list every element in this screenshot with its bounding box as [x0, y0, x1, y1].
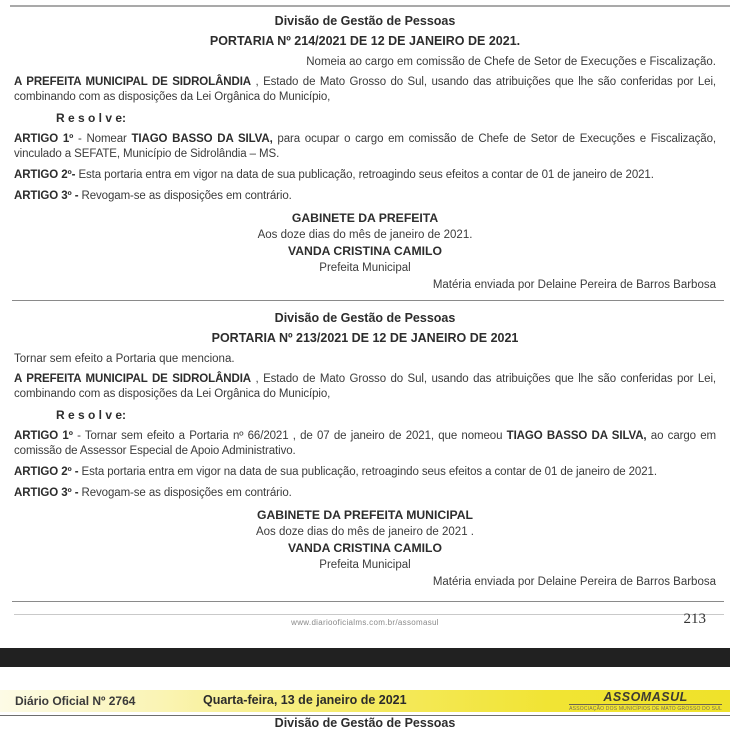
masthead-date: Quarta-feira, 13 de janeiro de 2021 [203, 693, 407, 707]
preamble-rest: , Estado de Mato Grosso do Sul, usando das atribuições que lhe são conferidas por Lei, combinando com as disposições da Lei Orgânica do Município, [14, 373, 716, 400]
preamble-bold: A PREFEITA MUNICIPAL DE SIDROLÂNDIA [14, 373, 251, 385]
article-3-text: Revogam-se as disposições em contrário. [78, 190, 292, 202]
signer-name: VANDA CRISTINA CAMILO [288, 244, 442, 258]
edition-number: Diário Oficial Nº 2764 [15, 694, 136, 708]
article-3-label: ARTIGO 3º - [14, 190, 79, 202]
article-1-name: TIAGO BASSO DA SILVA, [131, 133, 273, 145]
preamble-paragraph [14, 372, 716, 402]
portaria-summary: Nomeia ao cargo em comissão de Chefe de Setor de Execuções e Fiscalização. [306, 56, 716, 68]
article-1-rest: para ocupar o cargo em comissão de Chefe de Setor de Execuções e Fiscalização, vinculado a SEFATE, Município de Sidrolândia – MS. [14, 133, 716, 160]
org-name: ASSOMASUL [569, 691, 722, 705]
gabinete-line: GABINETE DA PREFEITA [291, 211, 439, 225]
article-1-label: ARTIGO 1º [14, 133, 74, 145]
next-page-text-fragment: Divisão de Gestão de Pessoas [274, 716, 456, 730]
article-2-text: Esta portaria entra em vigor na data de sua publicação, retroagindo seus efeitos a contar de 01 de janeiro de 2021. [75, 169, 654, 181]
footer-divider [14, 614, 724, 615]
article-1-mid: - Tornar sem efeito a Portaria nº 66/2021 , de 07 de janeiro de 2021, que nomeou [72, 430, 507, 442]
preamble-rest: , Estado de Mato Grosso do Sul, usando das atribuições que lhe são conferidas por Lei, combinando com as disposições da Lei Orgânica do Município, [14, 76, 716, 103]
article-2-text: Esta portaria entra em vigor na data de sua publicação, retroagindo seus efeitos a contar de 01 de janeiro de 2021. [78, 466, 657, 478]
materia-credit: Matéria enviada por Delaine Pereira de Barros Barbosa [432, 576, 716, 588]
page-break-bar [0, 648, 730, 667]
article-1-mid: - Nomear [73, 133, 132, 145]
section-divider [12, 300, 724, 301]
assomasul-logo [569, 691, 722, 712]
org-subtitle: ASSOCIAÇÃO DOS MUNICÍPIOS DE MATO GROSSO DO SUL [569, 706, 722, 712]
article-2-label: ARTIGO 2º- [14, 169, 76, 181]
gazette-url: www.diariooficialms.com.br/assomasul [291, 618, 439, 627]
signer-name: VANDA CRISTINA CAMILO [288, 541, 442, 555]
department-heading: Divisão de Gestão de Pessoas [274, 311, 456, 325]
portaria-title: PORTARIA Nº 214/2021 DE 12 DE JANEIRO DE 2021. [209, 34, 521, 48]
resolve-line: R e s o l v e: [56, 408, 127, 422]
article-3-label: ARTIGO 3º - [14, 487, 79, 499]
portaria-214-section [14, 14, 716, 294]
article-1-name: TIAGO BASSO DA SILVA, [506, 430, 647, 442]
signer-title: Prefeita Municipal [319, 558, 411, 571]
top-divider [10, 5, 730, 7]
department-heading: Divisão de Gestão de Pessoas [274, 14, 456, 28]
article-2-label: ARTIGO 2º - [14, 466, 79, 478]
article-3 [14, 189, 716, 204]
article-2 [14, 168, 716, 183]
preamble-paragraph [14, 75, 716, 105]
article-1-label: ARTIGO 1º [14, 430, 73, 442]
date-line: Aos doze dias do mês de janeiro de 2021 . [255, 525, 474, 538]
content-end-divider [12, 601, 724, 602]
portaria-summary: Tornar sem efeito a Portaria que menciona. [14, 353, 235, 365]
portaria-213-section [14, 311, 716, 591]
article-1 [14, 132, 716, 162]
resolve-line: R e s o l v e: [56, 111, 127, 125]
article-2 [14, 465, 716, 480]
signer-title: Prefeita Municipal [319, 261, 411, 274]
date-line: Aos doze dias do mês de janeiro de 2021. [257, 228, 473, 241]
article-3-text: Revogam-se as disposições em contrário. [78, 487, 292, 499]
article-1 [14, 429, 716, 459]
article-3 [14, 486, 716, 501]
page-number: 213 [683, 611, 706, 627]
portaria-title: PORTARIA Nº 213/2021 DE 12 DE JANEIRO DE 2021 [211, 331, 519, 345]
article-1-rest: ao cargo em comissão de Assessor Especial de Apoio Administrativo. [14, 430, 716, 457]
masthead-bar [0, 690, 730, 712]
materia-credit: Matéria enviada por Delaine Pereira de Barros Barbosa [432, 279, 716, 291]
preamble-bold: A PREFEITA MUNICIPAL DE SIDROLÂNDIA [14, 76, 251, 88]
gabinete-line: GABINETE DA PREFEITA MUNICIPAL [257, 508, 473, 522]
